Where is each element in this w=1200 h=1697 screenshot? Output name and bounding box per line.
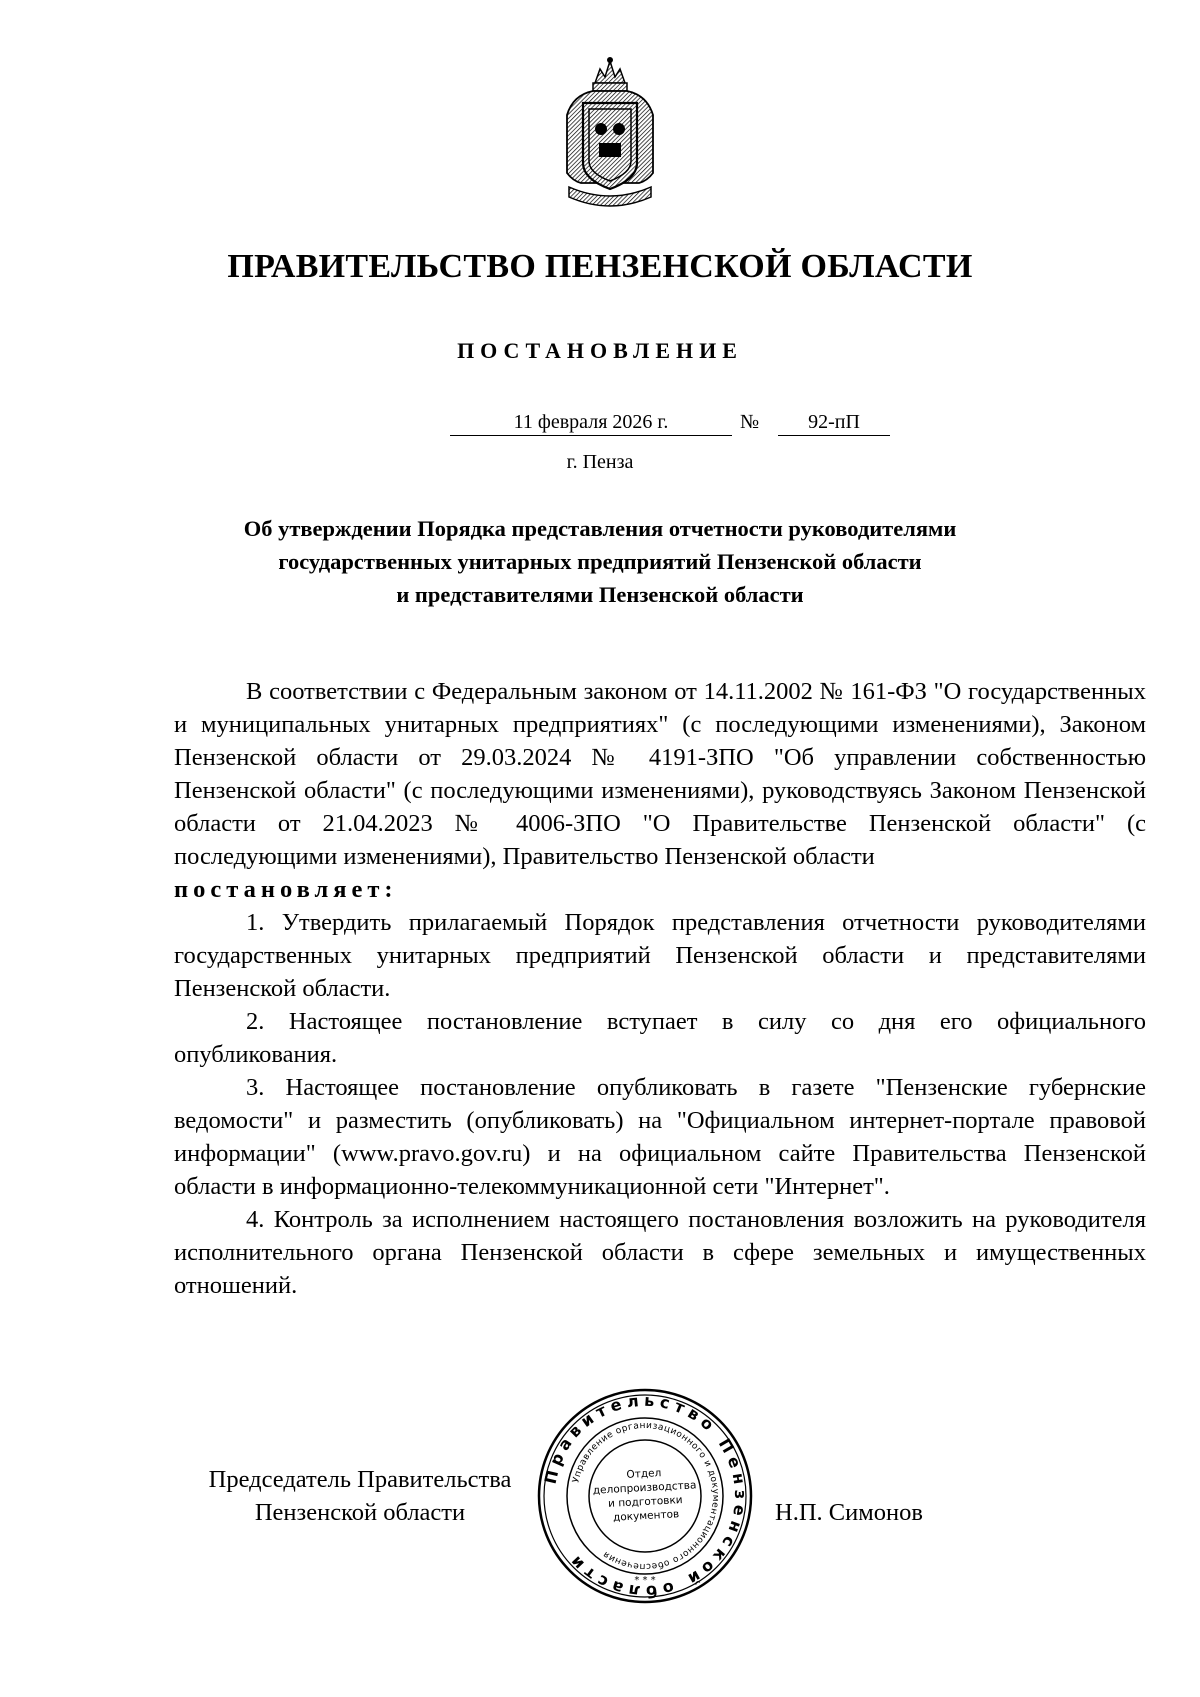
preamble-text: В соответствии с Федеральным законом от 14.11.2002 № 161-ФЗ "О государственных и муниципальных унитарных предприятиях" (с последующими изменениями), Законом Пензенской области от 29.03.2024 № 4191-ЗПО "Об управлении собственностью Пензенской области" (с последующими изменениями), руководствуясь Законом Пензенской области от 21.04.2023 № 4006-ЗПО "О Правительстве Пензенской области" (с последующими изменениями), Правительство Пензенской области bbox=[174, 678, 1146, 870]
seal-outer-text: Правительство Пензенской области bbox=[540, 1390, 751, 1602]
seal-center-line: и подготовки bbox=[607, 1494, 683, 1510]
coat-of-arms-emblem bbox=[555, 55, 665, 215]
document-city: г. Пенза bbox=[566, 451, 634, 473]
signatory-name: Н.П. Симонов bbox=[775, 1499, 923, 1526]
seal-center-line: Отдел bbox=[626, 1467, 662, 1481]
svg-text:* * *: * * * bbox=[634, 1575, 656, 1586]
subject-line: государственных унитарных предприятий Пензенской области bbox=[278, 549, 922, 574]
signatory-position bbox=[180, 1463, 540, 1529]
list-item: 3. Настоящее постановление опубликовать в газете "Пензенские губернские ведомости" и разместить (опубликовать) на "Официальном интернет-портале правовой информации" (www.pravo.gov.ru) и на официальном сайте Правительства Пензенской области в информационно-телекоммуникационной сети "Интернет". bbox=[174, 1074, 1146, 1200]
document-body bbox=[174, 675, 1146, 1302]
document-type-title: ПОСТАНОВЛЕНИЕ bbox=[457, 338, 743, 363]
preamble-paragraph bbox=[174, 675, 1146, 873]
subject-line: Об утверждении Порядка представления отчетности руководителями bbox=[243, 516, 957, 541]
date-number-row bbox=[450, 409, 890, 439]
list-item: 1. Утвердить прилагаемый Порядок представления отчетности руководителями государственных унитарных предприятий Пензенской области и представителями Пензенской области. bbox=[174, 909, 1146, 1002]
seal-center-line: делопроизводства bbox=[592, 1479, 697, 1497]
seal-center-text bbox=[574, 1463, 717, 1526]
organization-title: ПРАВИТЕЛЬСТВО ПЕНЗЕНСКОЙ ОБЛАСТИ bbox=[227, 248, 973, 285]
number-sign: № bbox=[740, 411, 760, 433]
signatory-position-line: Пензенской области bbox=[254, 1499, 466, 1526]
document-subject bbox=[150, 512, 1050, 611]
document-date: 11 февраля 2026 г. bbox=[450, 409, 732, 436]
list-item: 4. Контроль за исполнением настоящего постановления возложить на руководителя исполнительного органа Пензенской области в сфере земельных и имущественных отношений. bbox=[174, 1206, 1146, 1299]
seal-center-line: документов bbox=[612, 1508, 680, 1524]
list-item: 2. Настоящее постановление вступает в силу со дня его официального опубликования. bbox=[174, 1008, 1146, 1068]
seal-middle-text: Управление организационного и документационного обеспечения bbox=[571, 1420, 721, 1572]
signatory-position-line: Председатель Правительства bbox=[208, 1466, 512, 1493]
document-number: 92-пП bbox=[778, 409, 890, 436]
resolves-word: постановляет: bbox=[174, 876, 398, 903]
subject-line: и представителями Пензенской области bbox=[396, 582, 804, 607]
